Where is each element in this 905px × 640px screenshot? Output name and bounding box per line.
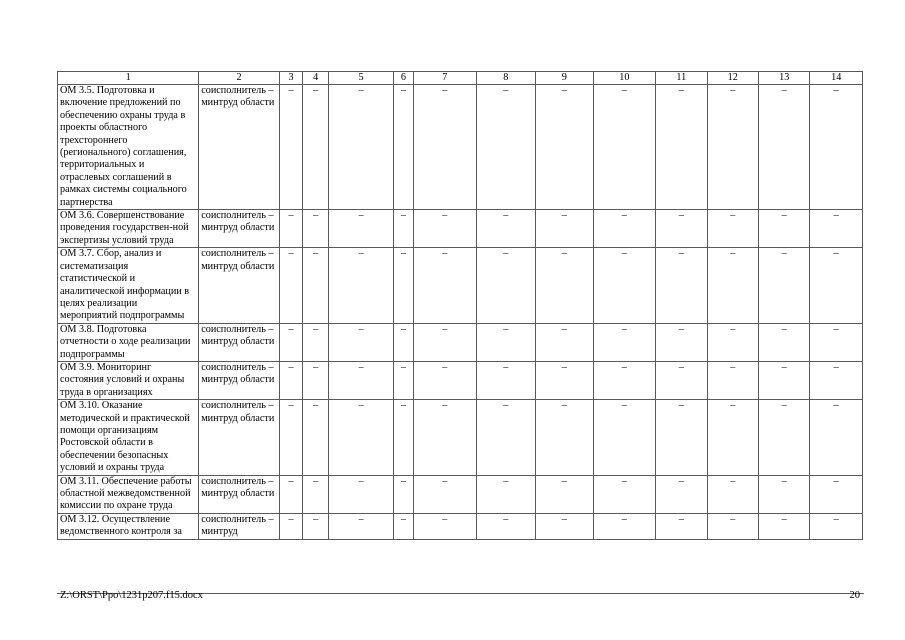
dash-cell: – (279, 400, 302, 475)
executor-cell: соисполнитель – минтруд области (199, 361, 280, 399)
table-row (58, 323, 863, 361)
dash-cell: – (536, 248, 594, 323)
dash-cell: – (303, 210, 329, 248)
dash-cell: – (593, 361, 656, 399)
dash-cell: – (758, 323, 809, 361)
column-header: 6 (393, 72, 413, 85)
measure-cell: ОМ 3.5. Подготовка и включение предложений по обеспечению охраны труда в проекты областного трехстороннего (регионального) соглашения, территориальных и отраслевых соглашений в рамках системы социального партнерства (58, 85, 199, 210)
column-header: 2 (199, 72, 280, 85)
table-row (58, 475, 863, 513)
dash-cell: – (707, 248, 758, 323)
dash-cell: – (656, 85, 707, 210)
dash-cell: – (656, 400, 707, 475)
column-header: 10 (593, 72, 656, 85)
measure-cell: ОМ 3.9. Мониторинг состояния условий и охраны труда в организациях (58, 361, 199, 399)
dash-cell: – (414, 210, 477, 248)
dash-cell: – (279, 323, 302, 361)
program-table (57, 71, 863, 540)
dash-cell: – (279, 361, 302, 399)
measure-cell: ОМ 3.8. Подготовка отчетности о ходе реализации подпрограммы (58, 323, 199, 361)
dash-cell: – (414, 400, 477, 475)
dash-cell: – (536, 400, 594, 475)
dash-cell: – (414, 361, 477, 399)
dash-cell: – (476, 400, 536, 475)
dash-cell: – (329, 361, 394, 399)
executor-cell: соисполнитель – минтруд области (199, 248, 280, 323)
dash-cell: – (656, 475, 707, 513)
dash-cell: – (707, 361, 758, 399)
dash-cell: – (593, 475, 656, 513)
page-number: 20 (849, 590, 860, 601)
dash-cell: – (758, 210, 809, 248)
measure-cell: ОМ 3.12. Осуществление ведомственного контроля за (58, 513, 199, 539)
dash-cell: – (279, 85, 302, 210)
table-row (58, 248, 863, 323)
executor-cell: соисполнитель – минтруд области (199, 323, 280, 361)
dash-cell: – (536, 475, 594, 513)
table-row (58, 85, 863, 210)
measure-cell: ОМ 3.7. Сбор, анализ и систематизация статистической и аналитической информации в целях реализации мероприятий подпрограммы (58, 248, 199, 323)
dash-cell: – (393, 475, 413, 513)
header-row (58, 72, 863, 85)
dash-cell: – (810, 513, 863, 539)
dash-cell: – (329, 248, 394, 323)
dash-cell: – (593, 323, 656, 361)
column-header: 9 (536, 72, 594, 85)
dash-cell: – (329, 400, 394, 475)
column-header: 12 (707, 72, 758, 85)
dash-cell: – (707, 210, 758, 248)
dash-cell: – (329, 323, 394, 361)
dash-cell: – (279, 513, 302, 539)
dash-cell: – (758, 400, 809, 475)
footer-file-path: Z:\ORST\Ppo\1231p207.f15.docx (60, 590, 203, 601)
dash-cell: – (476, 248, 536, 323)
dash-cell: – (329, 85, 394, 210)
dash-cell: – (593, 400, 656, 475)
column-header: 4 (303, 72, 329, 85)
dash-cell: – (414, 248, 477, 323)
dash-cell: – (707, 85, 758, 210)
dash-cell: – (810, 400, 863, 475)
dash-cell: – (758, 248, 809, 323)
dash-cell: – (656, 210, 707, 248)
executor-cell: соисполнитель – минтруд области (199, 475, 280, 513)
dash-cell: – (414, 85, 477, 210)
column-header: 1 (58, 72, 199, 85)
dash-cell: – (593, 85, 656, 210)
dash-cell: – (476, 210, 536, 248)
dash-cell: – (593, 513, 656, 539)
dash-cell: – (810, 248, 863, 323)
dash-cell: – (707, 400, 758, 475)
dash-cell: – (303, 361, 329, 399)
executor-cell: соисполнитель – минтруд области (199, 85, 280, 210)
table-body (58, 85, 863, 540)
dash-cell: – (593, 248, 656, 323)
dash-cell: – (476, 85, 536, 210)
dash-cell: – (656, 513, 707, 539)
table-row (58, 210, 863, 248)
dash-cell: – (303, 400, 329, 475)
dash-cell: – (536, 513, 594, 539)
dash-cell: – (476, 361, 536, 399)
dash-cell: – (707, 475, 758, 513)
dash-cell: – (303, 475, 329, 513)
dash-cell: – (476, 513, 536, 539)
dash-cell: – (758, 85, 809, 210)
table-row (58, 361, 863, 399)
measure-cell: ОМ 3.11. Обеспечение работы областной межведомственной комиссии по охране труда (58, 475, 199, 513)
dash-cell: – (810, 210, 863, 248)
dash-cell: – (758, 475, 809, 513)
dash-cell: – (536, 323, 594, 361)
executor-cell: соисполнитель – минтруд (199, 513, 280, 539)
dash-cell: – (303, 513, 329, 539)
dash-cell: – (810, 361, 863, 399)
dash-cell: – (414, 475, 477, 513)
dash-cell: – (810, 85, 863, 210)
measure-cell: ОМ 3.6. Совершенствование проведения государствен-ной экспертизы условий труда (58, 210, 199, 248)
dash-cell: – (303, 323, 329, 361)
dash-cell: – (303, 85, 329, 210)
dash-cell: – (758, 513, 809, 539)
dash-cell: – (393, 400, 413, 475)
executor-cell: соисполнитель – минтруд области (199, 210, 280, 248)
column-header: 5 (329, 72, 394, 85)
dash-cell: – (536, 210, 594, 248)
dash-cell: – (329, 513, 394, 539)
column-header: 3 (279, 72, 302, 85)
dash-cell: – (329, 210, 394, 248)
dash-cell: – (393, 513, 413, 539)
dash-cell: – (279, 248, 302, 323)
dash-cell: – (393, 210, 413, 248)
dash-cell: – (536, 361, 594, 399)
dash-cell: – (393, 248, 413, 323)
dash-cell: – (303, 248, 329, 323)
column-header: 11 (656, 72, 707, 85)
dash-cell: – (707, 323, 758, 361)
column-header: 7 (414, 72, 477, 85)
executor-cell: соисполнитель – минтруд области (199, 400, 280, 475)
dash-cell: – (279, 210, 302, 248)
dash-cell: – (393, 361, 413, 399)
measure-cell: ОМ 3.10. Оказание методической и практической помощи организациям Ростовской области в обеспечении безопасных условий и охраны труда (58, 400, 199, 475)
dash-cell: – (476, 323, 536, 361)
table-viewport (56, 70, 865, 583)
dash-cell: – (656, 361, 707, 399)
dash-cell: – (656, 248, 707, 323)
dash-cell: – (810, 475, 863, 513)
dash-cell: – (414, 323, 477, 361)
dash-cell: – (707, 513, 758, 539)
dash-cell: – (279, 475, 302, 513)
dash-cell: – (414, 513, 477, 539)
dash-cell: – (758, 361, 809, 399)
dash-cell: – (476, 475, 536, 513)
dash-cell: – (393, 323, 413, 361)
table-row (58, 513, 863, 539)
dash-cell: – (810, 323, 863, 361)
column-header: 14 (810, 72, 863, 85)
column-header: 8 (476, 72, 536, 85)
dash-cell: – (393, 85, 413, 210)
dash-cell: – (656, 323, 707, 361)
dash-cell: – (329, 475, 394, 513)
dash-cell: – (593, 210, 656, 248)
table-row (58, 400, 863, 475)
column-header: 13 (758, 72, 809, 85)
dash-cell: – (536, 85, 594, 210)
